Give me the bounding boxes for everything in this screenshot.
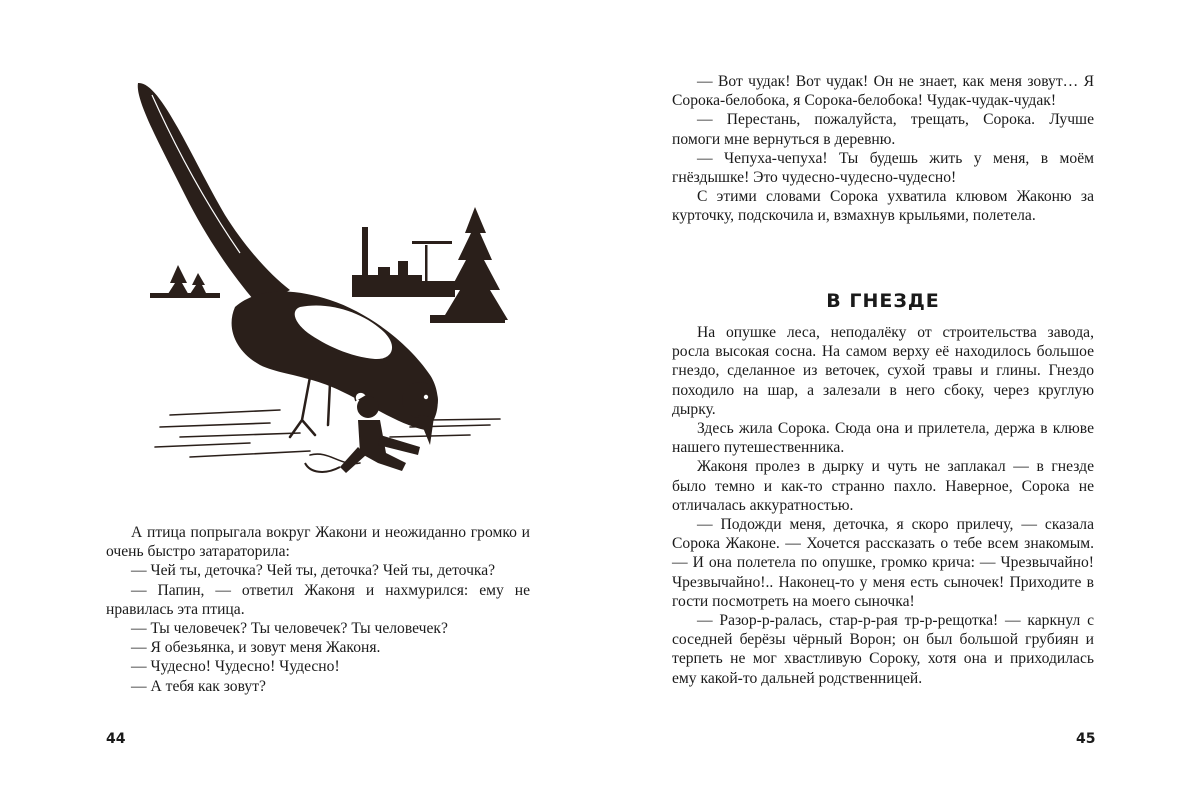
right-text-block-top [672, 72, 1094, 226]
paragraph: Здесь жила Сорока. Сюда она и прилетела, держа в клюве нашего путешественника. [672, 420, 1094, 457]
page-number-left: 44 [106, 731, 126, 747]
right-text-block-bottom [672, 323, 1094, 688]
page-number-right: 45 [1076, 731, 1096, 747]
paragraph: — А тебя как зовут? [131, 677, 266, 695]
paragraph: — Я обезьянка, и зовут меня Жаконя. [131, 639, 381, 657]
magpie-illustration [130, 75, 510, 495]
paragraph: На опушке леса, неподалёку от строительства завода, росла высокая сосна. На самом верху её находилось большое гнездо, сделанное из веточек, сухой травы и глины. Гнездо походило на шар, а залезали в него сбоку, через круглую дырку. [672, 324, 1094, 418]
paragraph: — Разор-р-ралась, стар-р-рая тр-р-рещотка! — каркнул с соседней берёзы чёрный Ворон; он был большой грубиян и терпеть не мог хвастливую Сороку, хотя она и приходилась ему какой-то дальней родственницей. [672, 612, 1094, 687]
paragraph: — Папин, — ответил Жаконя и нахмурился: ему не нравилась эта птица. [106, 581, 530, 618]
right-page [600, 0, 1200, 812]
paragraph: А птица попрыгала вокруг Жакони и неожиданно громко и очень быстро затараторила: [106, 524, 530, 561]
chapter-heading: В ГНЕЗДЕ [826, 290, 940, 312]
paragraph: — Чудесно! Чудесно! Чудесно! [131, 658, 340, 676]
paragraph: — Вот чудак! Вот чудак! Он не знает, как меня зовут… Я Сорока-белобока, я Сорока-белобока! Чудак-чудак-чудак! [672, 73, 1094, 110]
left-text-block [106, 523, 530, 696]
paragraph: Жаконя пролез в дырку и чуть не заплакал — в гнезде было темно и как-то странно пахло. Наверное, Сорока не отличалась аккуратностью. [672, 458, 1094, 514]
paragraph: — Чепуха-чепуха! Ты будешь жить у меня, в моём гнёздышке! Это чудесно-чудесно-чудесно! [672, 149, 1094, 187]
paragraph: — Перестань, пожалуйста, трещать, Сорока. Лучше помоги мне вернуться в деревню. [672, 111, 1094, 148]
paragraph: — Подожди меня, деточка, я скоро прилечу, — сказала Сорока Жаконе. — Хочется рассказать о тебе всем знакомым. — И она полетела по опушке, громко крича: — Чрезвычайно! Чрезвычайно!.. Наконец-то у меня есть сыночек! Приходите в гости посмотреть на моего сыночка! [672, 516, 1094, 610]
paragraph: — Ты человечек? Ты человечек? Ты человечек? [131, 620, 448, 638]
paragraph: С этими словами Сорока ухватила клювом Жаконю за курточку, подскочила и, взмахнув крыльями, полетела. [672, 188, 1094, 225]
paragraph: — Чей ты, деточка? Чей ты, деточка? Чей ты, деточка? [131, 562, 496, 580]
